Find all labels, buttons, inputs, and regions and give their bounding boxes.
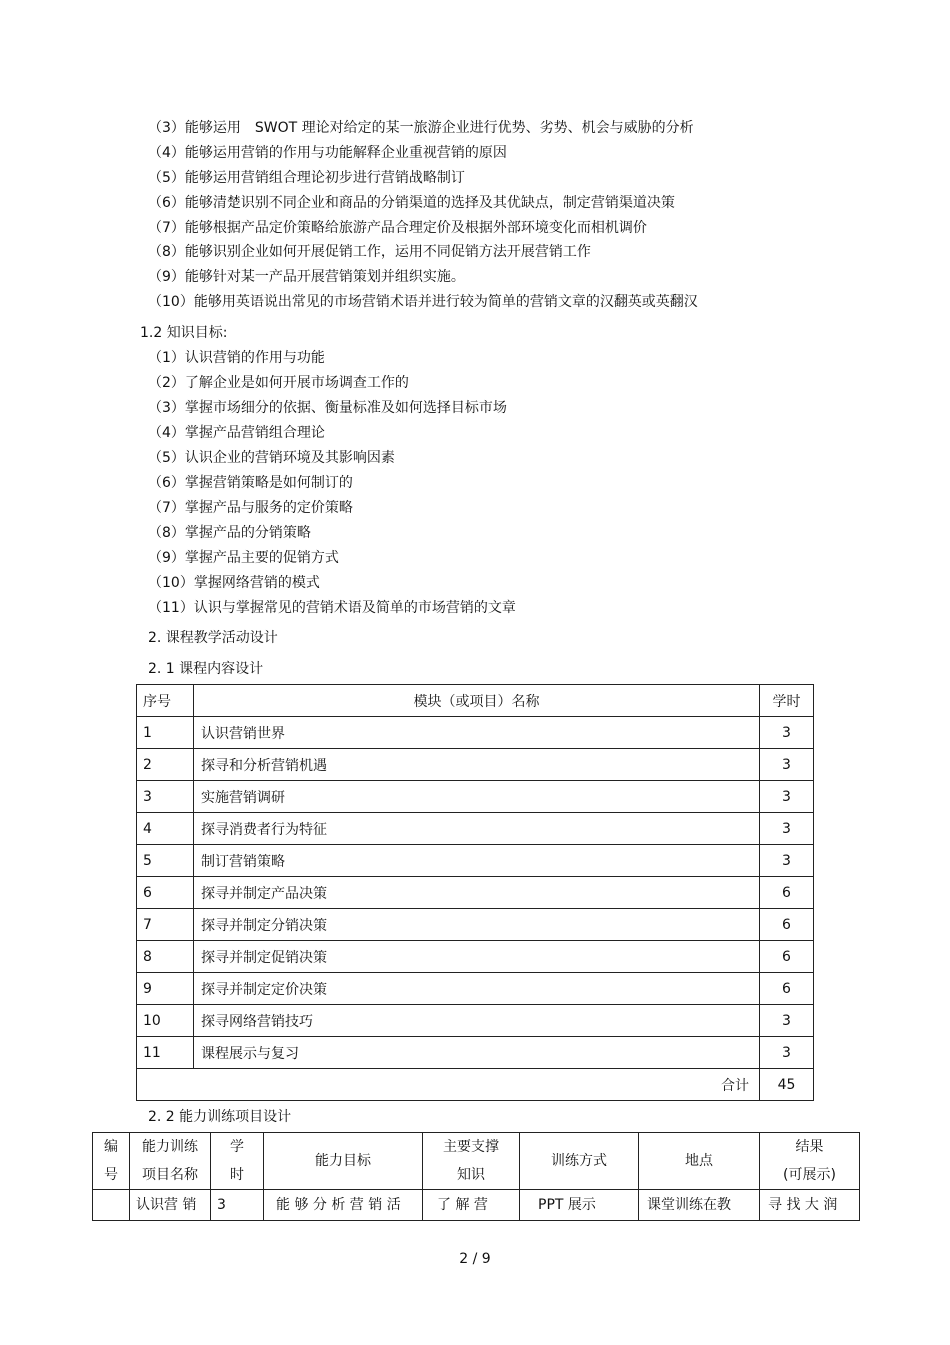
- row-hours: 6: [760, 909, 814, 941]
- table-row: [137, 781, 814, 813]
- table-row: [137, 941, 814, 973]
- header-module-name: 模块（或项目）名称: [194, 685, 760, 717]
- skill-goal-10: （10）能够用英语说出常见的市场营销术语并进行较为简单的营销文章的汉翻英或英翻汉: [148, 294, 698, 310]
- row-hours: 3: [211, 1190, 264, 1221]
- row-hours: 3: [760, 1005, 814, 1037]
- knowledge-goal-7: （7）掌握产品与服务的定价策略: [148, 500, 353, 516]
- knowledge-goal-5: （5）认识企业的营销环境及其影响因素: [148, 450, 395, 466]
- table-row: [137, 813, 814, 845]
- skill-goal-4: （4）能够运用营销的作用与功能解释企业重视营销的原因: [148, 145, 507, 161]
- row-module: 实施营销调研: [194, 781, 760, 813]
- row-hours: 3: [760, 717, 814, 749]
- row-method: PPT 展示: [520, 1190, 639, 1221]
- row-hours: 6: [760, 973, 814, 1005]
- table-row: [93, 1190, 860, 1221]
- row-module: 制订营销策略: [194, 845, 760, 877]
- knowledge-goal-9: （9）掌握产品主要的促销方式: [148, 550, 339, 566]
- course-content-table: [136, 684, 814, 1101]
- row-index: 11: [137, 1037, 194, 1069]
- table-row: [137, 877, 814, 909]
- row-result: 寻 找 大 润: [760, 1190, 860, 1221]
- row-index: 5: [137, 845, 194, 877]
- table-total-row: [137, 1069, 814, 1101]
- row-hours: 6: [760, 877, 814, 909]
- row-index: 6: [137, 877, 194, 909]
- ability-header-row: [93, 1133, 860, 1190]
- row-hours: 3: [760, 813, 814, 845]
- row-hours: 3: [760, 1037, 814, 1069]
- row-index: 7: [137, 909, 194, 941]
- table-row: [137, 845, 814, 877]
- row-hours: 3: [760, 845, 814, 877]
- header-result: 结果 (可展示): [760, 1133, 860, 1190]
- skill-goal-5: （5）能够运用营销组合理论初步进行营销战略制订: [148, 170, 465, 186]
- row-module: 探寻并制定分销决策: [194, 909, 760, 941]
- row-hours: 6: [760, 941, 814, 973]
- header-project-name: 能力训练 项目名称: [130, 1133, 211, 1190]
- row-index: 4: [137, 813, 194, 845]
- total-label: 合计: [137, 1069, 760, 1101]
- knowledge-goal-10: （10）掌握网络营销的模式: [148, 575, 320, 591]
- row-location: 课堂训练在教: [639, 1190, 760, 1221]
- header-hours: 学时: [760, 685, 814, 717]
- header-location: 地点: [639, 1133, 760, 1190]
- section-2-2-heading: 2. 2 能力训练项目设计: [148, 1109, 292, 1125]
- header-hours: 学 时: [211, 1133, 264, 1190]
- knowledge-goal-2: （2）了解企业是如何开展市场调查工作的: [148, 375, 409, 391]
- table-row: [137, 749, 814, 781]
- table-row: [137, 909, 814, 941]
- row-module: 探寻并制定促销决策: [194, 941, 760, 973]
- row-knowledge: 了 解 营: [423, 1190, 520, 1221]
- section-2-heading: 2. 课程教学活动设计: [148, 630, 278, 646]
- knowledge-heading: 1.2 知识目标:: [140, 325, 228, 341]
- knowledge-goal-4: （4）掌握产品营销组合理论: [148, 425, 325, 441]
- header-ability-goal: 能力目标: [264, 1133, 423, 1190]
- row-index: 8: [137, 941, 194, 973]
- skill-goal-6: （6）能够清楚识别不同企业和商品的分销渠道的选择及其优缺点，制定营销渠道决策: [148, 195, 675, 211]
- total-hours: 45: [760, 1069, 814, 1101]
- table-row: [137, 973, 814, 1005]
- row-module: 探寻并制定产品决策: [194, 877, 760, 909]
- page-number: 2 / 9: [459, 1251, 491, 1267]
- row-index: 3: [137, 781, 194, 813]
- knowledge-goal-6: （6）掌握营销策略是如何制订的: [148, 475, 353, 491]
- section-2-1-heading: 2. 1 课程内容设计: [148, 661, 264, 677]
- row-index: 2: [137, 749, 194, 781]
- row-index: 1: [137, 717, 194, 749]
- row-module: 探寻并制定定价决策: [194, 973, 760, 1005]
- table-header-row: [137, 685, 814, 717]
- header-index: 序号: [137, 685, 194, 717]
- row-module: 探寻网络营销技巧: [194, 1005, 760, 1037]
- row-module: 探寻和分析营销机遇: [194, 749, 760, 781]
- row-index: 9: [137, 973, 194, 1005]
- header-number: 编 号: [93, 1133, 130, 1190]
- ability-training-table: [92, 1132, 860, 1221]
- row-project: 认识营 销: [130, 1190, 211, 1221]
- table-row: [137, 1005, 814, 1037]
- row-module: 认识营销世界: [194, 717, 760, 749]
- row-index: 10: [137, 1005, 194, 1037]
- skill-goal-7: （7）能够根据产品定价策略给旅游产品合理定价及根据外部环境变化而相机调价: [148, 220, 647, 236]
- header-support-knowledge: 主要支撑 知识: [423, 1133, 520, 1190]
- row-number: [93, 1190, 130, 1221]
- row-hours: 3: [760, 749, 814, 781]
- table-row: [137, 1037, 814, 1069]
- knowledge-goal-11: （11）认识与掌握常见的营销术语及简单的市场营销的文章: [148, 600, 516, 616]
- row-goal: 能 够 分 析 营 销 活: [264, 1190, 423, 1221]
- knowledge-goal-1: （1）认识营销的作用与功能: [148, 350, 325, 366]
- skill-goal-3: （3）能够运用 SWOT 理论对给定的某一旅游企业进行优势、劣势、机会与威胁的分析: [148, 120, 694, 136]
- header-training-method: 训练方式: [520, 1133, 639, 1190]
- row-hours: 3: [760, 781, 814, 813]
- knowledge-goal-3: （3）掌握市场细分的依据、衡量标准及如何选择目标市场: [148, 400, 507, 416]
- table-row: [137, 717, 814, 749]
- knowledge-goal-8: （8）掌握产品的分销策略: [148, 525, 311, 541]
- row-module: 探寻消费者行为特征: [194, 813, 760, 845]
- skill-goal-8: （8）能够识别企业如何开展促销工作，运用不同促销方法开展营销工作: [148, 244, 591, 260]
- skill-goal-9: （9）能够针对某一产品开展营销策划并组织实施。: [148, 269, 465, 285]
- row-module: 课程展示与复习: [194, 1037, 760, 1069]
